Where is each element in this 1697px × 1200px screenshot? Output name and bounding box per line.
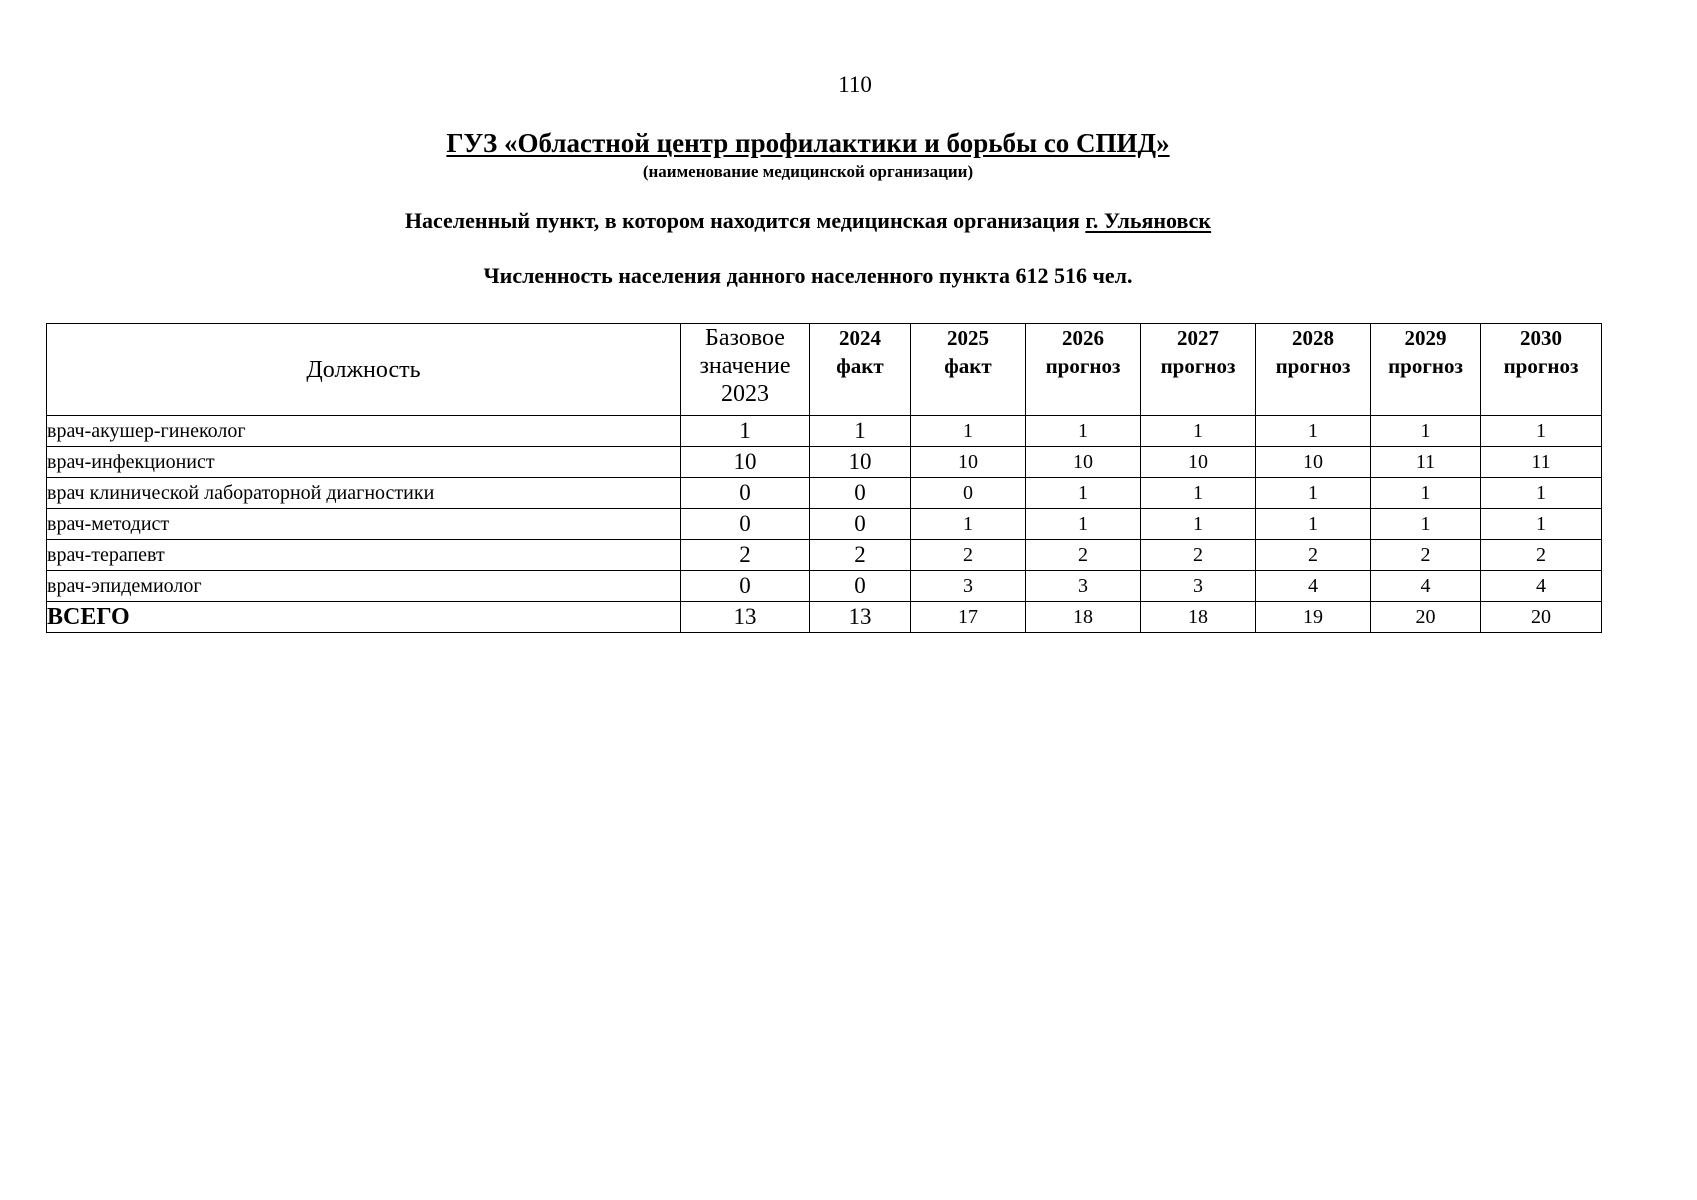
- cell-value: 2: [911, 540, 1026, 571]
- cell-value: 10: [1256, 447, 1371, 478]
- cell-value: 1: [1256, 478, 1371, 509]
- position-name: врач-эпидемиолог: [47, 571, 681, 602]
- cell-value: 11: [1371, 447, 1481, 478]
- staff-table: [46, 323, 1602, 633]
- cell-value: 2: [1256, 540, 1371, 571]
- cell-value: 1: [1481, 509, 1602, 540]
- table-row: [47, 416, 1602, 447]
- cell-value: 4: [1481, 571, 1602, 602]
- total-value: 20: [1371, 602, 1481, 633]
- cell-value: 2: [1026, 540, 1141, 571]
- cell-value: 10: [1141, 447, 1256, 478]
- table-row: [47, 447, 1602, 478]
- base-header-line: 2023: [721, 381, 769, 407]
- settlement-line: [0, 208, 1616, 234]
- year-label: 2024: [839, 326, 881, 350]
- total-value: 18: [1026, 602, 1141, 633]
- year-kind: прогноз: [1045, 354, 1121, 378]
- organization-name: ГУЗ «Областной центр профилактики и борьбы со СПИД»: [446, 128, 1170, 158]
- cell-value: 1: [1026, 509, 1141, 540]
- cell-value: 1: [1141, 509, 1256, 540]
- cell-value: 4: [1371, 571, 1481, 602]
- cell-value: 10: [810, 447, 911, 478]
- position-name: врач клинической лабораторной диагностики: [47, 478, 681, 509]
- year-label: 2028: [1292, 326, 1334, 350]
- settlement-name: г. Ульяновск: [1085, 208, 1212, 233]
- year-column-header: [1026, 324, 1141, 416]
- year-column-header: [810, 324, 911, 416]
- cell-value: 3: [1141, 571, 1256, 602]
- cell-value: 1: [1141, 416, 1256, 447]
- cell-value: 1: [1371, 416, 1481, 447]
- total-row: [47, 602, 1602, 633]
- position-name: врач-терапевт: [47, 540, 681, 571]
- cell-value: 1: [1256, 509, 1371, 540]
- cell-value: 1: [1026, 416, 1141, 447]
- year-column-header: [1371, 324, 1481, 416]
- cell-value: 0: [911, 478, 1026, 509]
- cell-value: 1: [1371, 509, 1481, 540]
- cell-value: 0: [810, 509, 911, 540]
- table-row: [47, 571, 1602, 602]
- year-kind: факт: [944, 354, 992, 378]
- cell-value: 3: [1026, 571, 1141, 602]
- page-number: 110: [838, 72, 872, 97]
- cell-value: 0: [681, 478, 810, 509]
- table-row: [47, 540, 1602, 571]
- position-name: врач-инфекционист: [47, 447, 681, 478]
- total-value: 13: [681, 602, 810, 633]
- year-label: 2025: [947, 326, 989, 350]
- cell-value: 0: [810, 478, 911, 509]
- cell-value: 1: [911, 509, 1026, 540]
- table-header-row: [47, 324, 1602, 416]
- cell-value: 1: [1481, 416, 1602, 447]
- cell-value: 2: [810, 540, 911, 571]
- settlement-label: Населенный пункт, в котором находится медицинская организация: [404, 208, 1080, 233]
- organization-caption: (наименование медицинской организации): [642, 162, 974, 181]
- cell-value: 1: [1371, 478, 1481, 509]
- cell-value: 3: [911, 571, 1026, 602]
- year-kind: прогноз: [1275, 354, 1351, 378]
- population-line: Численность населения данного населенного пункта 612 516 чел.: [483, 263, 1133, 288]
- year-column-header: [1141, 324, 1256, 416]
- total-label: ВСЕГО: [47, 602, 681, 633]
- cell-value: 2: [1371, 540, 1481, 571]
- cell-value: 2: [681, 540, 810, 571]
- year-kind: прогноз: [1388, 354, 1463, 378]
- year-label: 2027: [1177, 326, 1219, 350]
- cell-value: 10: [911, 447, 1026, 478]
- cell-value: 1: [1481, 478, 1602, 509]
- total-value: 19: [1256, 602, 1371, 633]
- year-kind: прогноз: [1503, 354, 1579, 378]
- cell-value: 4: [1256, 571, 1371, 602]
- organization-title: [0, 128, 1616, 159]
- cell-value: 1: [911, 416, 1026, 447]
- total-value: 13: [810, 602, 911, 633]
- cell-value: 10: [681, 447, 810, 478]
- total-value: 18: [1141, 602, 1256, 633]
- year-kind: прогноз: [1160, 354, 1236, 378]
- year-label: 2030: [1520, 326, 1562, 350]
- year-label: 2029: [1404, 326, 1447, 350]
- total-value: 17: [911, 602, 1026, 633]
- year-column-header: [1481, 324, 1602, 416]
- position-name: врач-акушер-гинеколог: [47, 416, 681, 447]
- cell-value: 1: [1141, 478, 1256, 509]
- cell-value: 1: [1256, 416, 1371, 447]
- base-value-column-header: [681, 324, 810, 416]
- cell-value: 1: [681, 416, 810, 447]
- cell-value: 2: [1141, 540, 1256, 571]
- position-name: врач-методист: [47, 509, 681, 540]
- table-row: [47, 478, 1602, 509]
- base-header-line: Базовое: [705, 325, 785, 351]
- year-kind: факт: [836, 354, 884, 378]
- cell-value: 0: [681, 509, 810, 540]
- year-label: 2026: [1062, 326, 1104, 350]
- cell-value: 0: [810, 571, 911, 602]
- total-value: 20: [1481, 602, 1602, 633]
- cell-value: 1: [1026, 478, 1141, 509]
- year-column-header: [1256, 324, 1371, 416]
- cell-value: 10: [1026, 447, 1141, 478]
- cell-value: 2: [1481, 540, 1602, 571]
- position-column-header: Должность: [47, 324, 681, 416]
- cell-value: 1: [810, 416, 911, 447]
- table-row: [47, 509, 1602, 540]
- base-header-line: значение: [699, 353, 791, 379]
- cell-value: 11: [1481, 447, 1602, 478]
- cell-value: 0: [681, 571, 810, 602]
- year-column-header: [911, 324, 1026, 416]
